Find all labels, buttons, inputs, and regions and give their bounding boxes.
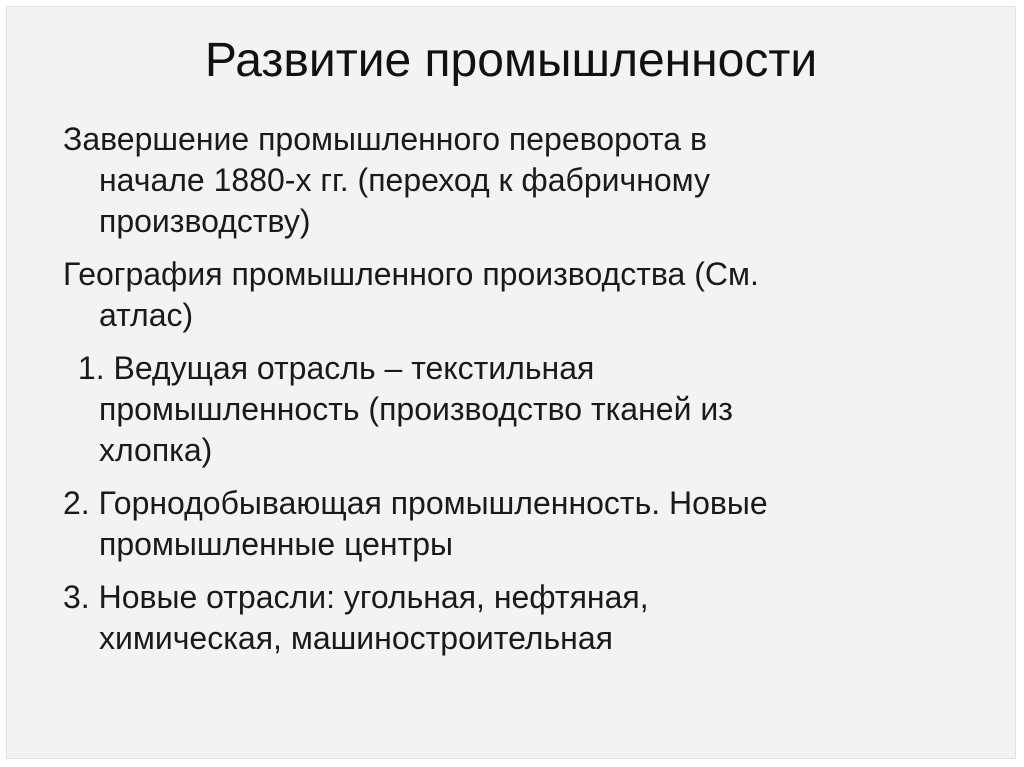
paragraph-textile-industry: 1. Ведущая отрасль – текстильная промышленность (производство тканей из хлопка): [77, 350, 733, 468]
slide: [6, 6, 1016, 759]
slide-title: Развитие промышленности: [204, 34, 818, 87]
paragraph-industrial-revolution: Завершение промышленного переворота в начале 1880-х гг. (переход к фабричному производству): [63, 121, 711, 239]
paragraph-new-industries: 3. Новые отрасли: угольная, нефтяная, химическая, машиностроительная: [63, 579, 649, 656]
slide-body: [63, 119, 963, 671]
paragraph-geography: География промышленного производства (См. атлас): [63, 256, 759, 333]
paragraph-mining-industry: 2. Горнодобывающая промышленность. Новые промышленные центры: [63, 485, 768, 562]
